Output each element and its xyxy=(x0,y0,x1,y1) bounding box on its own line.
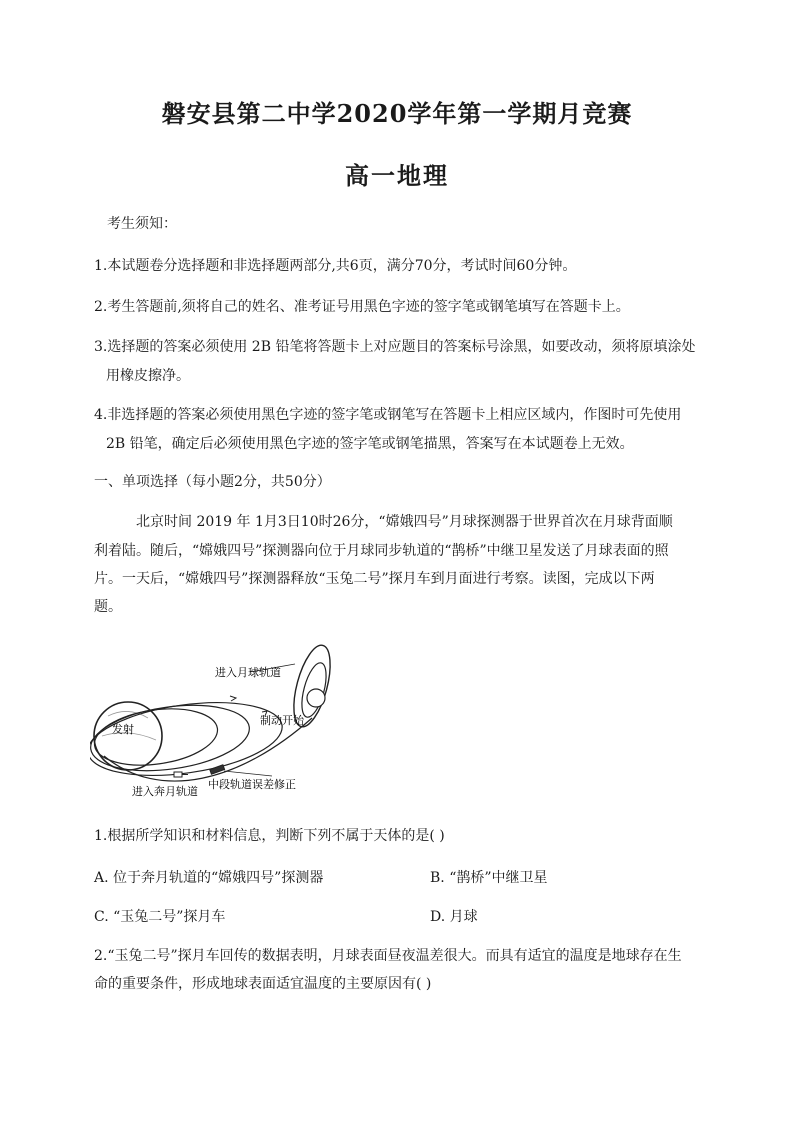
earth-shape xyxy=(94,702,162,770)
passage-line-3: 片。一天后，“嫦娥四号”探测器释放“玉兔二号”探月车到月面进行考察。读图，完成以下两 xyxy=(94,571,655,587)
notice-item-1: 1.本试题卷分选择题和非选择题两部分,共6页，满分70分，考试时间60分钟。 xyxy=(94,258,577,274)
notice-item-3-cont: 用橡皮擦净。 xyxy=(106,368,190,384)
passage-line-4: 题。 xyxy=(94,599,122,615)
section-heading: 一、单项选择（每小题2分，共50分） xyxy=(94,474,331,490)
lunar-trajectory-figure xyxy=(90,632,340,804)
notice-item-4-cont: 2B 铅笔，确定后必须使用黑色字迹的签字笔或钢笔描黑，答案写在本试题卷上无效。 xyxy=(106,436,634,452)
notice-item-3: 3.选择题的答案必须使用 2B 铅笔将答题卡上对应题目的答案标号涂黑，如要改动，须将原填涂处 xyxy=(94,339,696,355)
q1-option-d: D. 月球 xyxy=(430,909,478,925)
notice-heading: 考生须知： xyxy=(107,216,177,232)
q1-option-c: C. “玉兔二号”探月车 xyxy=(94,909,226,925)
exam-title: 磐安县第二中学2020学年第一学期月竞赛 xyxy=(161,99,633,128)
q2-stem-line-1: 2.“玉兔二号”探月车回传的数据表明，月球表面昼夜温差很大。而具有适宜的温度是地球存在生 xyxy=(94,948,682,964)
passage-line-2: 利着陆。随后，“嫦娥四号”探测器向位于月球同步轨道的“鹊桥”中继卫星发送了月球表面的照 xyxy=(94,543,669,559)
label-enter-lunar-orbit: 进入月球轨道 xyxy=(215,666,281,679)
q2-stem-line-2: 命的重要条件，形成地球表面适宜温度的主要原因有( ) xyxy=(94,976,432,992)
subject-title: 高一地理 xyxy=(345,161,449,190)
q1-option-b: B. “鹊桥”中继卫星 xyxy=(430,870,548,886)
label-brake-start: 制动开始 xyxy=(260,714,304,727)
label-launch: 发射 xyxy=(112,723,134,736)
passage-line-1: 北京时间 2019 年 1月3日10时26分，“嫦娥四号”月球探测器于世界首次在月球背面顺 xyxy=(136,514,673,530)
notice-item-2: 2.考生答题前,须将自己的姓名、准考证号用黑色字迹的签字笔或钢笔填写在答题卡上。 xyxy=(94,299,630,315)
q1-stem: 1.根据所学知识和材料信息，判断下列不属于天体的是( ) xyxy=(94,828,445,844)
label-trans-lunar-orbit: 进入奔月轨道 xyxy=(132,785,198,798)
moon-shape xyxy=(307,689,325,707)
q1-option-a: A. 位于奔月轨道的“嫦娥四号”探测器 xyxy=(94,870,324,886)
label-midcourse-correction: 中段轨道误差修正 xyxy=(208,778,296,791)
notice-item-4: 4.非选择题的答案必须使用黑色字迹的签字笔或钢笔写在答题卡上相应区域内，作图时可先使用 xyxy=(94,407,682,423)
